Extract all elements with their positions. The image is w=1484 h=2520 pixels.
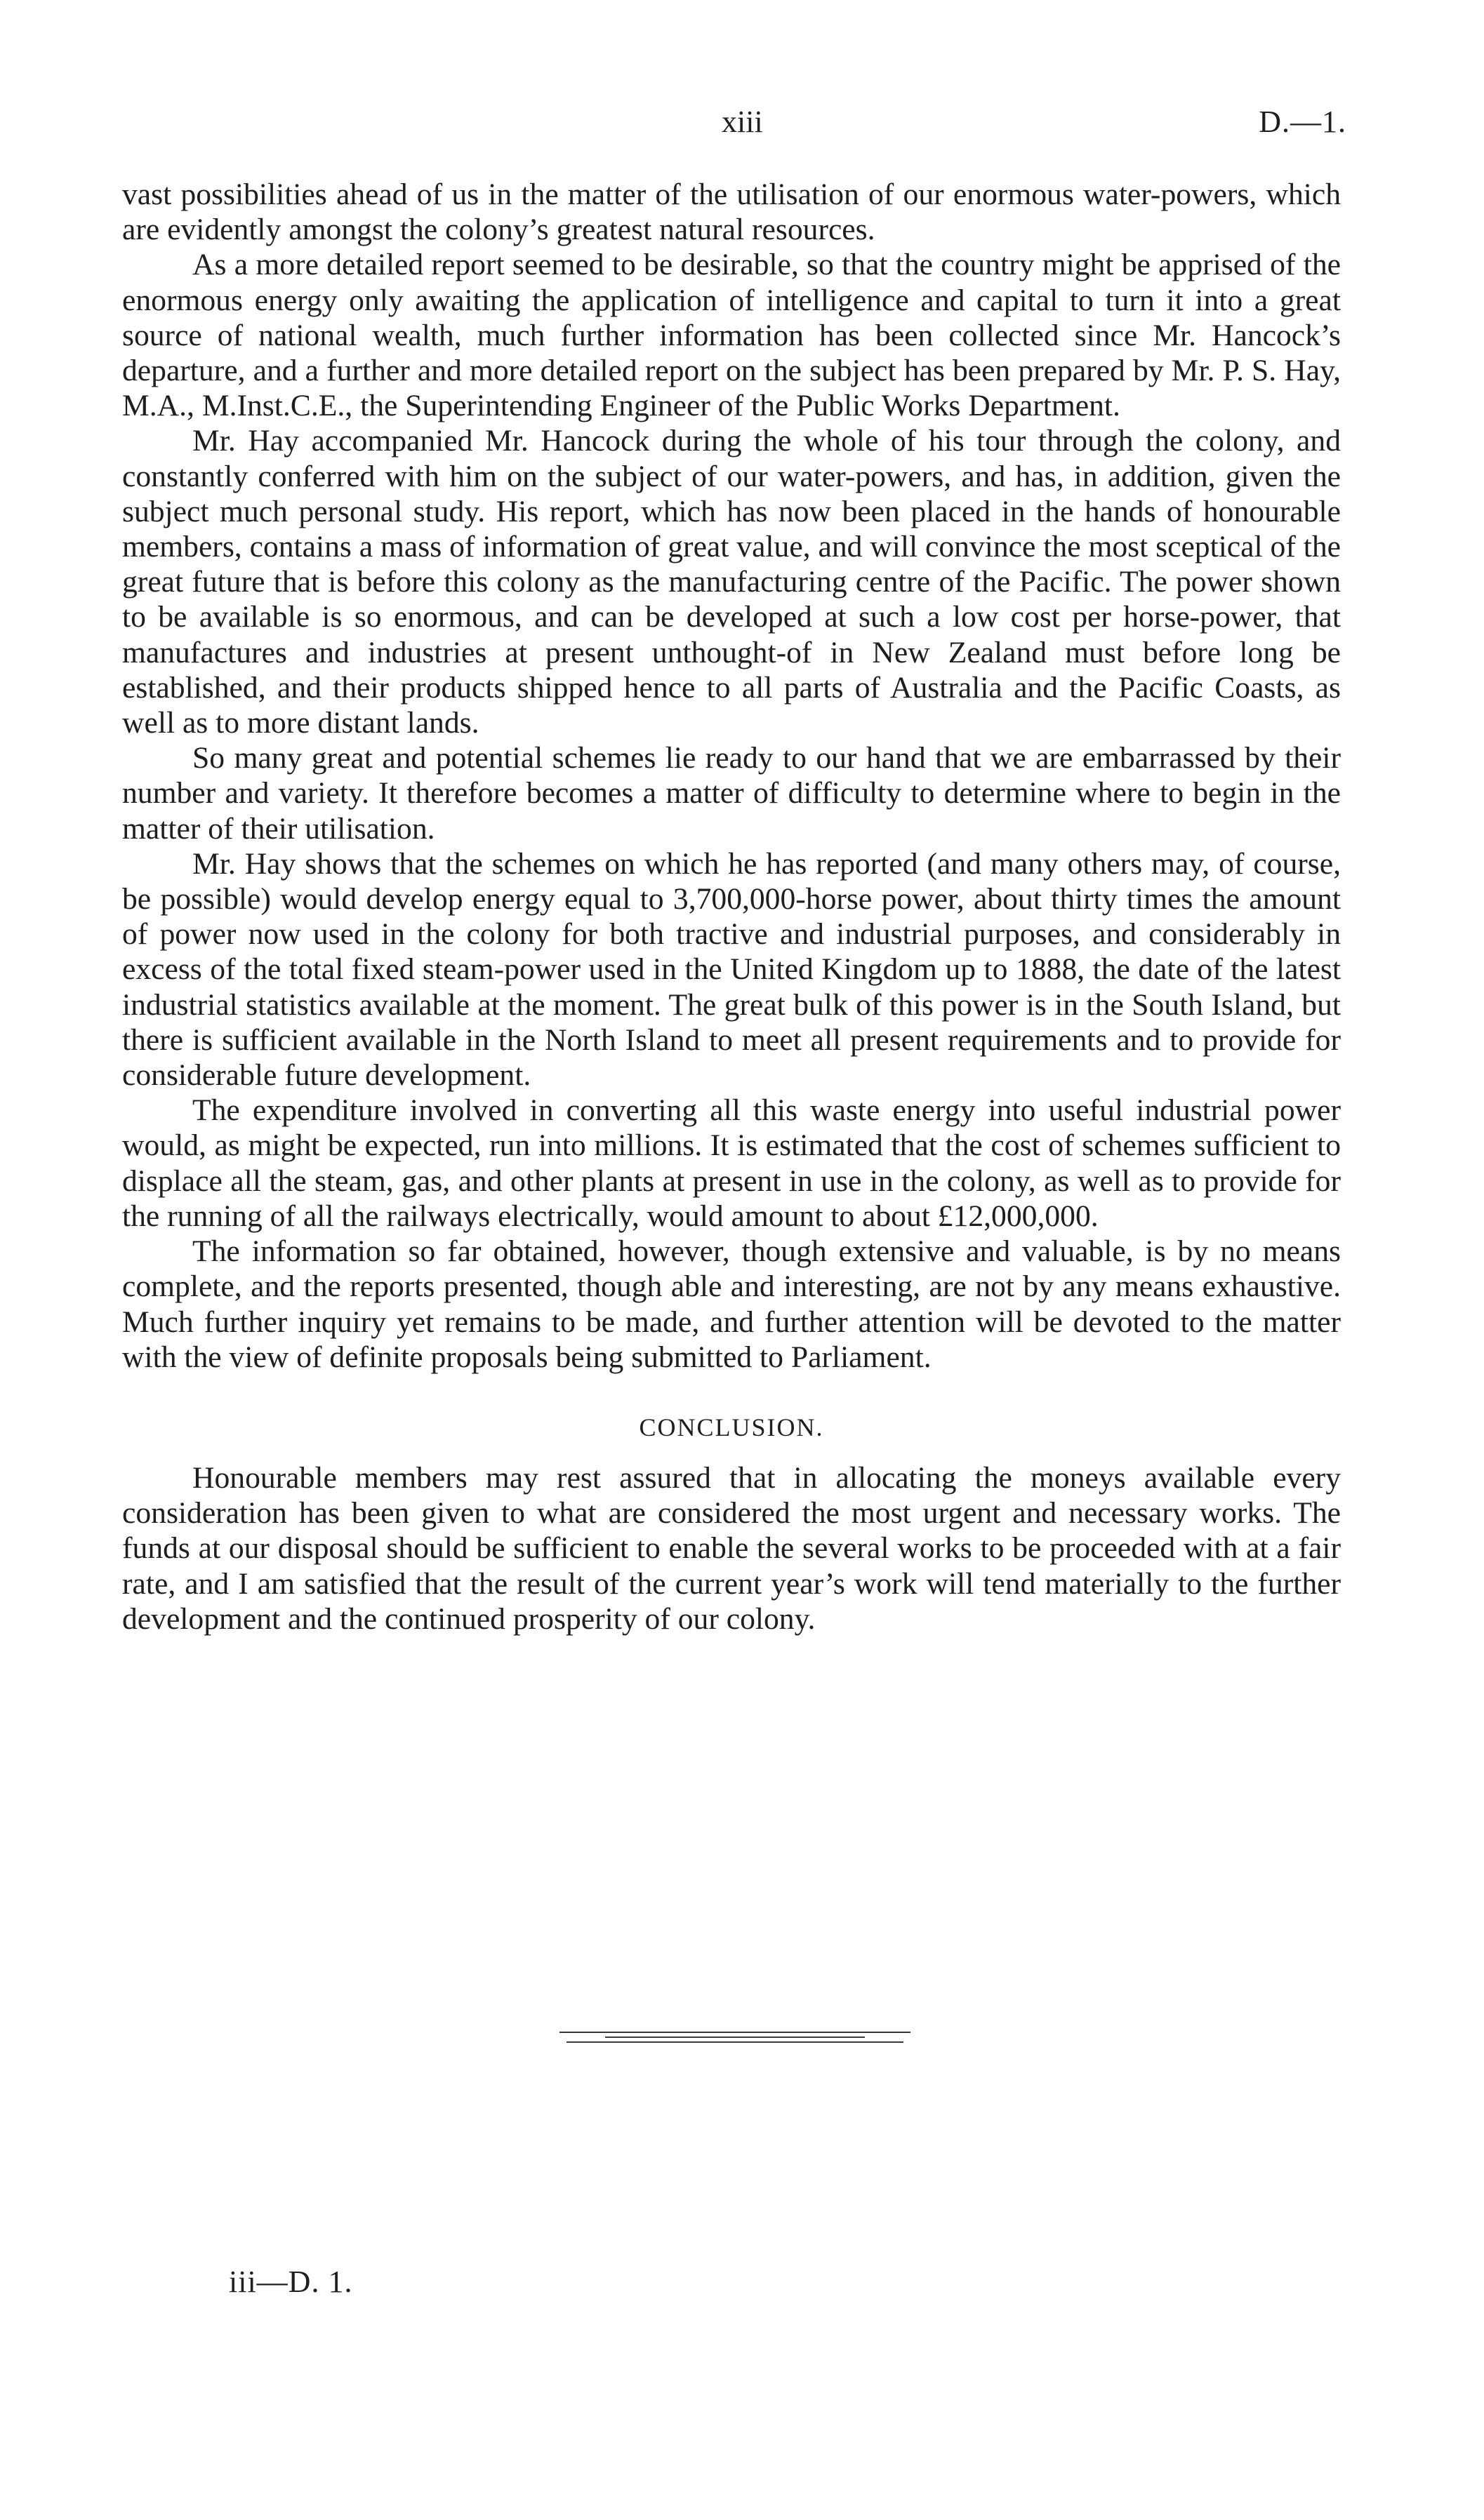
- paragraph-information: The information so far obtained, however, though extensive and valuable, is by no means complete, and the reports presented, though able and interesting, are not by any means exhaustive. Much further inquiry yet remains to be made, and further attention will be devoted to the matter with the view of definite proposals being submitted to Parliament.: [122, 1234, 1341, 1374]
- paragraph-detailed-report: As a more detailed report seemed to be desirable, so that the country might be apprised of the enormous energy only awaiting the application of intelligence and capital to turn it into a great source of national wealth, much further information has been collected since Mr. Hancock’s departure, and a further and more detailed report on the subject has been prepared by Mr. P. S. Hay, M.A., M.Inst.C.E., the Superintending Engineer of the Public Works Department.: [122, 248, 1341, 423]
- body-text: [122, 177, 1341, 1636]
- paragraph-continuation: vast possibilities ahead of us in the matter of the utilisation of our enormous water-powers, which are evidently amongst the colony’s greatest natural resources.: [122, 178, 1341, 247]
- document-reference: D.—1.: [1259, 105, 1346, 139]
- page-number: xiii: [722, 105, 763, 139]
- footer-signature-reference: iii—D. 1.: [229, 2265, 353, 2299]
- divider-rule: [567, 2041, 903, 2043]
- paragraph-schemes: So many great and potential schemes lie ready to our hand that we are embarrassed by their number and variety. It therefore becomes a matter of difficulty to determine where to begin in the matter of their utilisation.: [122, 741, 1341, 846]
- section-divider: [559, 2032, 910, 2046]
- conclusion-heading: CONCLUSION.: [639, 1413, 824, 1441]
- paragraph-energy-estimate: Mr. Hay shows that the schemes on which he has reported (and many others may, of course, be possible) would develop energy equal to 3,700,000-horse power, about thirty times the amount of power now used in the colony for both tractive and industrial purposes, and considerably in excess of the total fixed steam-power used in the United Kingdom up to 1888, the date of the latest industrial statistics available at the moment. The great bulk of this power is in the South Island, but there is sufficient available in the North Island to meet all present requirements and to provide for considerable future development.: [122, 846, 1341, 1093]
- paragraph-expenditure: The expenditure involved in converting all this waste energy into useful industrial power would, as might be expected, run into millions. It is estimated that the cost of schemes sufficient to displace all the steam, gas, and other plants at present in use in the colony, as well as to provide for the running of all the railways electrically, would amount to about £12,000,000.: [122, 1093, 1341, 1233]
- paragraph-conclusion: Honourable members may rest assured that in allocating the moneys available every consideration has been given to what are considered the most urgent and necessary works. The funds at our disposal should be sufficient to enable the several works to be proceeded with at a fair rate, and I am satisfied that the result of the current year’s work will tend materially to the further development and the continued prosperity of our colony.: [122, 1460, 1341, 1636]
- divider-rule: [605, 2036, 865, 2038]
- divider-rule: [559, 2032, 910, 2033]
- paragraph-hay-tour: Mr. Hay accompanied Mr. Hancock during the whole of his tour through the colony, and constantly conferred with him on the subject of our water-powers, and has, in addition, given the subject much personal study. His report, which has now been placed in the hands of honourable members, contains a mass of information of great value, and will convince the most sceptical of the great future that is before this colony as the manufacturing centre of the Pacific. The power shown to be available is so enormous, and can be developed at such a low cost per horse-power, that manufactures and industries at present unthought-of in New Zealand must before long be established, and their products shipped hence to all parts of Australia and the Pacific Coasts, as well as to more distant lands.: [122, 424, 1341, 740]
